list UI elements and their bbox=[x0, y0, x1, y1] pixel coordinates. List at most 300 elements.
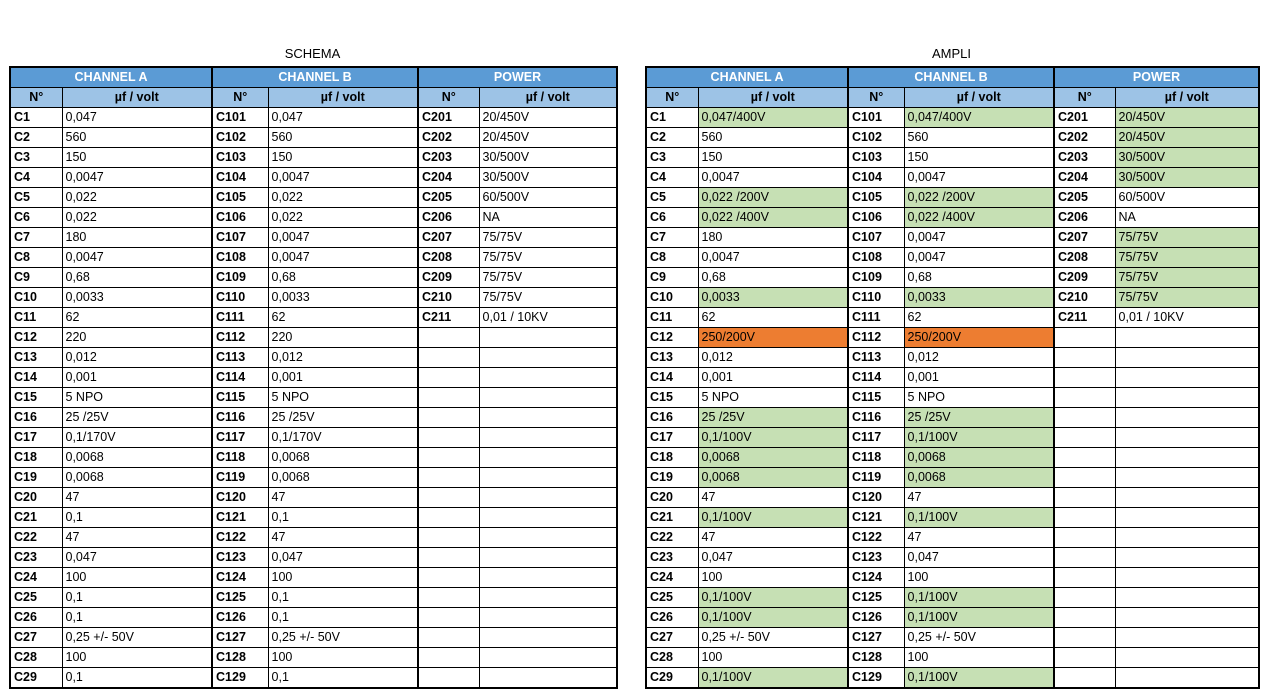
table-row bbox=[646, 108, 1259, 128]
component-id: C101 bbox=[212, 108, 268, 128]
component-value: 0,1/100V bbox=[904, 588, 1054, 608]
component-id bbox=[418, 548, 479, 568]
component-value: 180 bbox=[62, 228, 212, 248]
component-id: C103 bbox=[212, 148, 268, 168]
component-value: 0,25 +/- 50V bbox=[698, 628, 848, 648]
component-value: 150 bbox=[698, 148, 848, 168]
component-value bbox=[1115, 488, 1259, 508]
column-header-id: N° bbox=[418, 88, 479, 108]
component-id: C110 bbox=[212, 288, 268, 308]
component-id: C123 bbox=[212, 548, 268, 568]
component-value: 0,0047 bbox=[698, 168, 848, 188]
component-id: C210 bbox=[1054, 288, 1115, 308]
component-id: C106 bbox=[848, 208, 904, 228]
table-row bbox=[10, 148, 617, 168]
component-value bbox=[479, 468, 617, 488]
component-value: 0,25 +/- 50V bbox=[268, 628, 418, 648]
component-id: C209 bbox=[1054, 268, 1115, 288]
component-id: C116 bbox=[848, 408, 904, 428]
component-id: C21 bbox=[10, 508, 62, 528]
component-id: C124 bbox=[212, 568, 268, 588]
component-id bbox=[418, 448, 479, 468]
component-value bbox=[479, 348, 617, 368]
component-id: C13 bbox=[646, 348, 698, 368]
table-row bbox=[646, 188, 1259, 208]
table-row bbox=[646, 548, 1259, 568]
component-value: 60/500V bbox=[479, 188, 617, 208]
table-row bbox=[646, 588, 1259, 608]
component-value: 0,0047 bbox=[698, 248, 848, 268]
table-row bbox=[10, 488, 617, 508]
component-id: C127 bbox=[848, 628, 904, 648]
component-value: 75/75V bbox=[479, 228, 617, 248]
component-value: 0,0033 bbox=[698, 288, 848, 308]
component-id: C28 bbox=[10, 648, 62, 668]
component-value: 75/75V bbox=[1115, 268, 1259, 288]
component-value: 47 bbox=[698, 528, 848, 548]
component-value bbox=[1115, 508, 1259, 528]
component-id: C101 bbox=[848, 108, 904, 128]
component-value: 25 /25V bbox=[904, 408, 1054, 428]
component-id: C104 bbox=[848, 168, 904, 188]
component-id: C206 bbox=[418, 208, 479, 228]
component-id: C117 bbox=[848, 428, 904, 448]
component-id: C14 bbox=[646, 368, 698, 388]
component-id: C27 bbox=[10, 628, 62, 648]
component-id bbox=[418, 328, 479, 348]
component-id bbox=[1054, 428, 1115, 448]
component-value bbox=[1115, 668, 1259, 689]
table-row bbox=[10, 128, 617, 148]
component-value bbox=[479, 608, 617, 628]
component-id bbox=[418, 528, 479, 548]
component-value: 0,68 bbox=[268, 268, 418, 288]
table-row bbox=[10, 248, 617, 268]
component-value: 0,022 /400V bbox=[904, 208, 1054, 228]
component-id bbox=[418, 428, 479, 448]
group-header: CHANNEL B bbox=[212, 67, 418, 88]
component-value bbox=[479, 388, 617, 408]
component-id: C5 bbox=[646, 188, 698, 208]
table-row bbox=[646, 428, 1259, 448]
component-value: 20/450V bbox=[1115, 108, 1259, 128]
component-id: C115 bbox=[848, 388, 904, 408]
component-id: C126 bbox=[848, 608, 904, 628]
component-id bbox=[418, 608, 479, 628]
component-id: C11 bbox=[10, 308, 62, 328]
component-value bbox=[1115, 588, 1259, 608]
component-id: C206 bbox=[1054, 208, 1115, 228]
component-value: 0,022 /400V bbox=[698, 208, 848, 228]
component-id: C10 bbox=[646, 288, 698, 308]
component-value: 0,1 bbox=[62, 608, 212, 628]
component-value: 0,1/100V bbox=[698, 608, 848, 628]
component-value: 0,0068 bbox=[904, 468, 1054, 488]
column-header-id: N° bbox=[646, 88, 698, 108]
table-row bbox=[646, 168, 1259, 188]
table-row bbox=[10, 388, 617, 408]
component-value: 0,1/100V bbox=[698, 428, 848, 448]
component-id: C201 bbox=[1054, 108, 1115, 128]
component-value: 30/500V bbox=[1115, 148, 1259, 168]
column-header-value: µf / volt bbox=[62, 88, 212, 108]
component-value bbox=[1115, 348, 1259, 368]
component-id: C204 bbox=[1054, 168, 1115, 188]
component-id: C23 bbox=[10, 548, 62, 568]
table-row bbox=[10, 228, 617, 248]
component-value bbox=[479, 448, 617, 468]
component-value bbox=[1115, 408, 1259, 428]
component-value bbox=[1115, 468, 1259, 488]
component-id: C105 bbox=[212, 188, 268, 208]
component-value: 100 bbox=[62, 648, 212, 668]
table-row bbox=[646, 408, 1259, 428]
table-row bbox=[10, 568, 617, 588]
component-id: C15 bbox=[646, 388, 698, 408]
table-row bbox=[10, 408, 617, 428]
table-row bbox=[10, 328, 617, 348]
component-value bbox=[1115, 648, 1259, 668]
component-value: 0,0047 bbox=[904, 228, 1054, 248]
component-id bbox=[1054, 648, 1115, 668]
component-value: 0,1/100V bbox=[698, 668, 848, 689]
component-id: C110 bbox=[848, 288, 904, 308]
component-value: 75/75V bbox=[1115, 228, 1259, 248]
component-id: C19 bbox=[646, 468, 698, 488]
component-id: C203 bbox=[1054, 148, 1115, 168]
component-id bbox=[1054, 568, 1115, 588]
component-id bbox=[1054, 408, 1115, 428]
component-value: 0,0068 bbox=[62, 448, 212, 468]
group-header: POWER bbox=[418, 67, 617, 88]
component-id: C120 bbox=[848, 488, 904, 508]
table-row bbox=[10, 288, 617, 308]
component-value: 0,0068 bbox=[698, 468, 848, 488]
component-value bbox=[479, 528, 617, 548]
component-id bbox=[1054, 608, 1115, 628]
component-id: C15 bbox=[10, 388, 62, 408]
component-id: C24 bbox=[646, 568, 698, 588]
component-id: C10 bbox=[10, 288, 62, 308]
component-value: 0,0047 bbox=[62, 168, 212, 188]
table-row bbox=[10, 548, 617, 568]
component-id: C19 bbox=[10, 468, 62, 488]
component-value: 30/500V bbox=[479, 148, 617, 168]
component-value: 0,012 bbox=[904, 348, 1054, 368]
component-value: 47 bbox=[904, 528, 1054, 548]
component-value: 25 /25V bbox=[62, 408, 212, 428]
component-id bbox=[418, 628, 479, 648]
table-row bbox=[646, 248, 1259, 268]
component-id: C103 bbox=[848, 148, 904, 168]
column-header-value: µf / volt bbox=[479, 88, 617, 108]
table-row bbox=[10, 448, 617, 468]
component-value: 62 bbox=[268, 308, 418, 328]
component-id: C25 bbox=[10, 588, 62, 608]
component-value: 0,0047 bbox=[62, 248, 212, 268]
table-row bbox=[10, 608, 617, 628]
component-value: 0,0068 bbox=[904, 448, 1054, 468]
component-value: 0,001 bbox=[904, 368, 1054, 388]
table-row bbox=[10, 348, 617, 368]
component-id: C9 bbox=[646, 268, 698, 288]
component-id bbox=[418, 668, 479, 689]
table-row bbox=[646, 208, 1259, 228]
component-id: C13 bbox=[10, 348, 62, 368]
component-id: C17 bbox=[10, 428, 62, 448]
component-value bbox=[479, 368, 617, 388]
table-row bbox=[646, 368, 1259, 388]
component-value bbox=[1115, 328, 1259, 348]
component-id bbox=[1054, 668, 1115, 689]
component-value: 560 bbox=[268, 128, 418, 148]
component-id: C201 bbox=[418, 108, 479, 128]
component-id: C108 bbox=[848, 248, 904, 268]
component-id: C18 bbox=[10, 448, 62, 468]
component-value: 0,0047 bbox=[268, 248, 418, 268]
component-value: 250/200V bbox=[698, 328, 848, 348]
component-value: 0,68 bbox=[698, 268, 848, 288]
component-id: C18 bbox=[646, 448, 698, 468]
component-id: C118 bbox=[212, 448, 268, 468]
component-id bbox=[1054, 628, 1115, 648]
table-row bbox=[646, 228, 1259, 248]
component-id: C9 bbox=[10, 268, 62, 288]
component-id: C211 bbox=[418, 308, 479, 328]
component-id bbox=[1054, 448, 1115, 468]
component-value: 0,0047 bbox=[268, 228, 418, 248]
component-id: C129 bbox=[212, 668, 268, 689]
column-header-id: N° bbox=[848, 88, 904, 108]
component-id: C129 bbox=[848, 668, 904, 689]
component-value: 150 bbox=[62, 148, 212, 168]
component-id: C11 bbox=[646, 308, 698, 328]
component-value: 0,1/170V bbox=[268, 428, 418, 448]
component-value: 75/75V bbox=[1115, 248, 1259, 268]
component-id: C114 bbox=[848, 368, 904, 388]
component-value: 250/200V bbox=[904, 328, 1054, 348]
component-id: C128 bbox=[212, 648, 268, 668]
component-id: C23 bbox=[646, 548, 698, 568]
table-row bbox=[10, 648, 617, 668]
component-id: C109 bbox=[212, 268, 268, 288]
component-value: 100 bbox=[698, 648, 848, 668]
component-id: C125 bbox=[212, 588, 268, 608]
component-id bbox=[418, 568, 479, 588]
component-value: 0,1/100V bbox=[904, 668, 1054, 689]
component-value bbox=[1115, 368, 1259, 388]
component-id: C16 bbox=[10, 408, 62, 428]
table-row bbox=[646, 628, 1259, 648]
component-value: NA bbox=[479, 208, 617, 228]
component-value bbox=[1115, 568, 1259, 588]
component-id: C209 bbox=[418, 268, 479, 288]
component-value: 0,1/100V bbox=[698, 588, 848, 608]
component-id bbox=[1054, 328, 1115, 348]
component-value bbox=[479, 488, 617, 508]
component-id: C207 bbox=[1054, 228, 1115, 248]
component-value: 0,1/100V bbox=[904, 508, 1054, 528]
component-id: C124 bbox=[848, 568, 904, 588]
component-value bbox=[479, 588, 617, 608]
component-id: C126 bbox=[212, 608, 268, 628]
component-id bbox=[1054, 348, 1115, 368]
component-id: C122 bbox=[212, 528, 268, 548]
component-id: C118 bbox=[848, 448, 904, 468]
component-value: 47 bbox=[904, 488, 1054, 508]
table-row bbox=[646, 328, 1259, 348]
component-value: 180 bbox=[698, 228, 848, 248]
component-id bbox=[418, 508, 479, 528]
component-id: C117 bbox=[212, 428, 268, 448]
table-row bbox=[646, 288, 1259, 308]
component-id: C128 bbox=[848, 648, 904, 668]
group-header: CHANNEL A bbox=[10, 67, 212, 88]
component-id: C27 bbox=[646, 628, 698, 648]
component-value bbox=[479, 668, 617, 689]
component-value: 0,1 bbox=[268, 508, 418, 528]
column-header-row bbox=[646, 88, 1259, 108]
table-row bbox=[646, 648, 1259, 668]
component-value bbox=[1115, 428, 1259, 448]
table-row bbox=[646, 508, 1259, 528]
component-value: 0,001 bbox=[268, 368, 418, 388]
component-id: C29 bbox=[10, 668, 62, 689]
component-id bbox=[418, 388, 479, 408]
component-id: C113 bbox=[212, 348, 268, 368]
component-value: 20/450V bbox=[479, 128, 617, 148]
component-id: C202 bbox=[1054, 128, 1115, 148]
component-value: 0,012 bbox=[62, 348, 212, 368]
component-id: C111 bbox=[212, 308, 268, 328]
component-value bbox=[1115, 388, 1259, 408]
component-id: C102 bbox=[848, 128, 904, 148]
table-row bbox=[646, 128, 1259, 148]
table-row bbox=[646, 668, 1259, 689]
component-value: 0,047 bbox=[698, 548, 848, 568]
component-id bbox=[1054, 388, 1115, 408]
table-row bbox=[10, 368, 617, 388]
component-id: C22 bbox=[646, 528, 698, 548]
group-header: CHANNEL A bbox=[646, 67, 848, 88]
component-value: 0,012 bbox=[268, 348, 418, 368]
component-id bbox=[1054, 488, 1115, 508]
component-id: C21 bbox=[646, 508, 698, 528]
component-value: 0,1/100V bbox=[904, 608, 1054, 628]
component-id: C12 bbox=[10, 328, 62, 348]
component-id: C6 bbox=[646, 208, 698, 228]
component-id: C106 bbox=[212, 208, 268, 228]
component-id bbox=[1054, 588, 1115, 608]
component-id: C1 bbox=[646, 108, 698, 128]
component-id: C119 bbox=[212, 468, 268, 488]
component-value: 0,047 bbox=[268, 108, 418, 128]
table-row bbox=[10, 308, 617, 328]
component-value bbox=[1115, 628, 1259, 648]
component-value: 0,047 bbox=[62, 108, 212, 128]
component-id: C123 bbox=[848, 548, 904, 568]
table-row bbox=[10, 168, 617, 188]
table-row bbox=[646, 468, 1259, 488]
component-id: C120 bbox=[212, 488, 268, 508]
table-row bbox=[646, 568, 1259, 588]
component-id: C1 bbox=[10, 108, 62, 128]
component-value: 47 bbox=[698, 488, 848, 508]
column-header-id: N° bbox=[1054, 88, 1115, 108]
component-id bbox=[418, 648, 479, 668]
component-value: 0,047 bbox=[904, 548, 1054, 568]
component-id bbox=[1054, 468, 1115, 488]
component-value: 0,25 +/- 50V bbox=[62, 628, 212, 648]
ampli-table bbox=[645, 66, 1260, 689]
component-value bbox=[1115, 528, 1259, 548]
table-row bbox=[10, 428, 617, 448]
component-id: C7 bbox=[10, 228, 62, 248]
component-value: NA bbox=[1115, 208, 1259, 228]
component-value: 0,1 bbox=[268, 588, 418, 608]
table-row bbox=[646, 388, 1259, 408]
component-id bbox=[418, 488, 479, 508]
component-value: 25 /25V bbox=[268, 408, 418, 428]
component-value: 0,01 / 10KV bbox=[1115, 308, 1259, 328]
component-id: C107 bbox=[848, 228, 904, 248]
component-id: C105 bbox=[848, 188, 904, 208]
component-id: C4 bbox=[646, 168, 698, 188]
component-id: C24 bbox=[10, 568, 62, 588]
component-value: 0,01 / 10KV bbox=[479, 308, 617, 328]
component-value bbox=[479, 628, 617, 648]
component-value: 5 NPO bbox=[904, 388, 1054, 408]
component-id: C5 bbox=[10, 188, 62, 208]
component-id: C116 bbox=[212, 408, 268, 428]
component-value: 0,0068 bbox=[62, 468, 212, 488]
component-id: C121 bbox=[848, 508, 904, 528]
component-value: 0,012 bbox=[698, 348, 848, 368]
schema-table bbox=[9, 66, 618, 689]
component-id bbox=[418, 348, 479, 368]
component-id bbox=[418, 408, 479, 428]
component-value: 25 /25V bbox=[698, 408, 848, 428]
component-id: C16 bbox=[646, 408, 698, 428]
group-header-row bbox=[10, 67, 617, 88]
component-value: 20/450V bbox=[479, 108, 617, 128]
component-id: C112 bbox=[212, 328, 268, 348]
component-id: C20 bbox=[646, 488, 698, 508]
column-header-value: µf / volt bbox=[698, 88, 848, 108]
component-id: C2 bbox=[646, 128, 698, 148]
component-id: C26 bbox=[10, 608, 62, 628]
component-id: C3 bbox=[10, 148, 62, 168]
component-id: C127 bbox=[212, 628, 268, 648]
component-value: 47 bbox=[268, 488, 418, 508]
component-id: C6 bbox=[10, 208, 62, 228]
component-id: C4 bbox=[10, 168, 62, 188]
table-row bbox=[10, 108, 617, 128]
component-id bbox=[1054, 548, 1115, 568]
component-id: C203 bbox=[418, 148, 479, 168]
component-value: 0,68 bbox=[62, 268, 212, 288]
component-value: 0,047/400V bbox=[698, 108, 848, 128]
component-id: C20 bbox=[10, 488, 62, 508]
component-value bbox=[479, 548, 617, 568]
component-id: C121 bbox=[212, 508, 268, 528]
component-value bbox=[479, 408, 617, 428]
component-value: 0,1 bbox=[62, 588, 212, 608]
group-header: POWER bbox=[1054, 67, 1259, 88]
component-value: 0,0068 bbox=[268, 468, 418, 488]
component-value: 0,25 +/- 50V bbox=[904, 628, 1054, 648]
component-value: 0,0047 bbox=[268, 168, 418, 188]
